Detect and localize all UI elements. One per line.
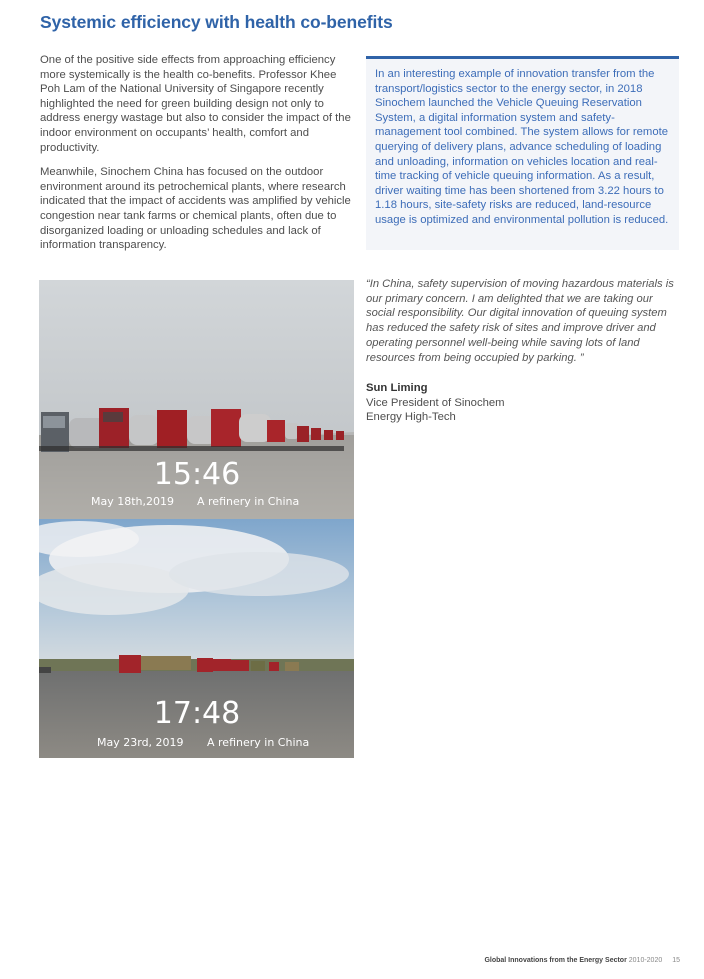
photo-orderly-trucks-image bbox=[39, 519, 354, 758]
quote-author-role-1: Vice President of Sinochem bbox=[366, 396, 505, 409]
footer-years: 2010-2020 bbox=[628, 957, 663, 964]
photo-congested-trucks bbox=[39, 280, 354, 519]
photo-2-time: 17:48 bbox=[153, 696, 241, 731]
footer-publication: Global Innovations from the Energy Sector bbox=[484, 957, 627, 964]
photo-2-date: May 23rd, 2019 bbox=[97, 736, 184, 749]
intro-column bbox=[40, 53, 355, 263]
photo-orderly-trucks bbox=[39, 519, 354, 758]
callout-text: In an interesting example of innovation transfer from the transport/logistics sector to the energy sector, in 2018 Sinochem launched the Vehicle Queuing Reservation System, a digital information system and safety-management tool combined. The system allows for remote querying of delivery plans, advance scheduling of loading and unloading, information on vehicles location and real-time tracking of vehicle queuing information. As a result, driver waiting time has been shortened from 3.22 hours to 1.18 hours, site-safety risks are reduced, land-resource usage is optimized and environmental pollution is reduced. bbox=[375, 68, 669, 226]
photo-1-time: 15:46 bbox=[153, 457, 241, 492]
photo-2-place: A refinery in China bbox=[207, 736, 310, 749]
page-title: Systemic efficiency with health co-benefits bbox=[40, 12, 393, 32]
case-study-callout bbox=[366, 56, 679, 250]
page-number: 15 bbox=[672, 957, 680, 964]
photo-1-date: May 18th,2019 bbox=[91, 495, 175, 508]
quote-author-role-2: Energy High-Tech bbox=[366, 411, 456, 424]
executive-quote: “In China, safety supervision of moving hazardous materials is our primary concern. I am delighted that we are taking our social responsibility. Our digital innovation of queuing system has reduced the safety risk of sites and improve driver and operating personnel well-being while saving lots of land resources from being occupied by parking. ” bbox=[366, 278, 674, 364]
page-footer bbox=[484, 957, 680, 964]
quote-attribution bbox=[366, 381, 666, 425]
photo-congested-trucks-image bbox=[39, 280, 354, 519]
quote-author-name: Sun Liming bbox=[366, 382, 428, 394]
photo-1-place: A refinery in China bbox=[197, 495, 300, 508]
intro-paragraph-2: Meanwhile, Sinochem China has focused on the outdoor environment around its petrochemical plants, where research indicated that the impact of accidents was amplified by vehicle congestion near tank farms or chemical plants, often due to disorganized loading or unloading schedules and lack of information transparency. bbox=[40, 166, 351, 252]
intro-paragraph-1: One of the positive side effects from approaching efficiency more systemically is the health co-benefits. Professor Khee Poh Lam of the National University of Singapore recently highlighted the need for green building design not only to address energy wastage but also to consider the impact of the indoor environment on occupants’ health, comfort and productivity. bbox=[40, 54, 351, 154]
